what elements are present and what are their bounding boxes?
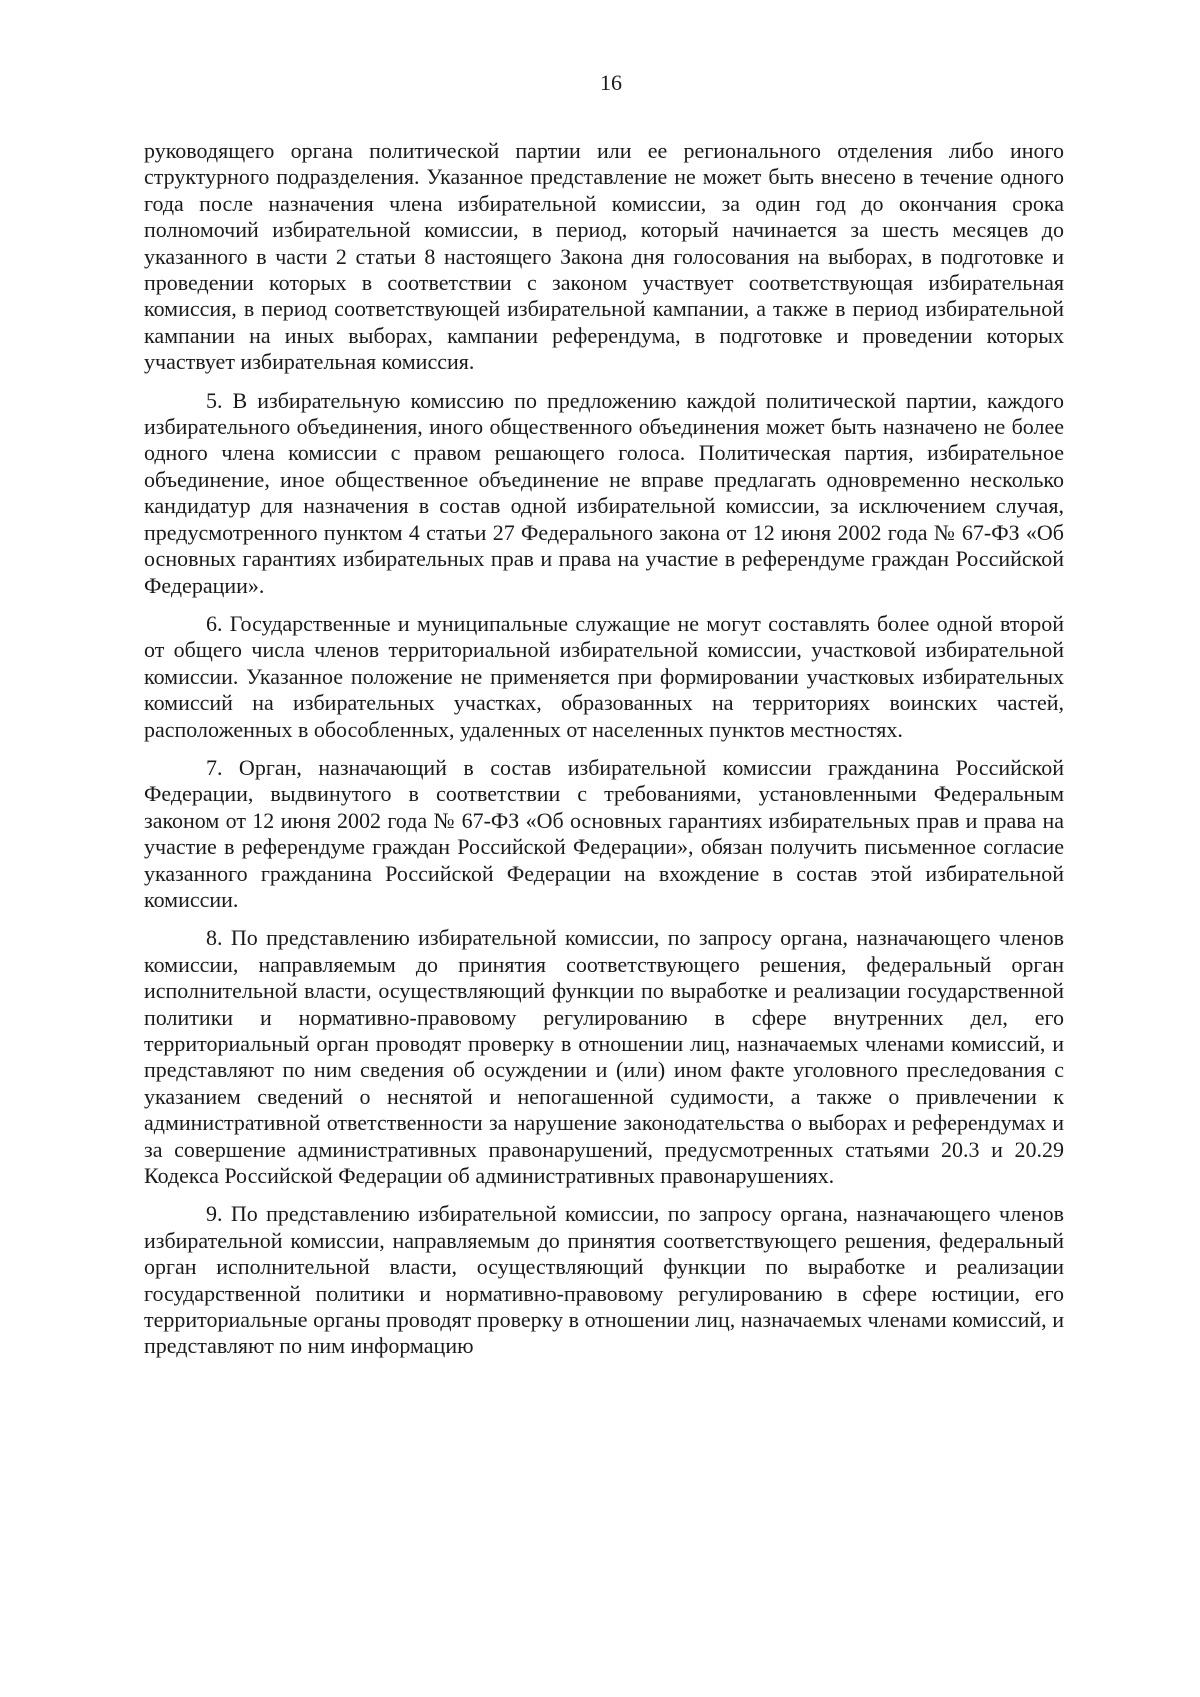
page-number: 16: [600, 70, 622, 95]
paragraph-item-9: 9. По представлению избирательной комиссии, по запросу органа, назначающего членов избирательной комиссии, направляемым до принятия соответствующего решения, федеральный орган исполнительной власти, осуществляющий функции по выработке и реализации государственной политики и нормативно-правовому регулированию в сфере юстиции, его территориальные органы проводят проверку в отношении лиц, назначаемых членами комиссий, и представляют по ним информацию: [144, 1201, 1064, 1359]
paragraph-item-7: 7. Орган, назначающий в состав избирательной комиссии гражданина Российской Федерации, выдвинутого в соответствии с требованиями, установленными Федеральным законом от 12 июня 2002 года № 67-ФЗ «Об основных гарантиях избирательных прав и права на участие в референдуме граждан Российской Федерации», обязан получить письменное согласие указанного гражданина Российской Федерации на вхождение в состав этой избирательной комиссии.: [144, 754, 1064, 912]
paragraph-item-6: 6. Государственные и муниципальные служащие не могут составлять более одной второй от общего числа членов территориальной избирательной комиссии, участковой избирательной комиссии. Указанное положение не применяется при формировании участковых избирательных комиссий на избирательных участках, образованных на территориях воинских частей, расположенных в обособленных, удаленных от населенных пунктов местностях.: [144, 610, 1064, 742]
paragraph-continuation: руководящего органа политической партии или ее регионального отделения либо иного структурного подразделения. Указанное представление не может быть внесено в течение одного года после назначения члена избирательной комиссии, за один год до окончания срока полномочий избирательной комиссии, в период, который начинается за шесть месяцев до указанного в части 2 статьи 8 настоящего Закона дня голосования на выборах, в подготовке и проведении которых в соответствии с законом участвует соответствующая избирательная комиссия, в период соответствующей избирательной кампании, а также в период избирательной кампании на иных выборах, кампании референдума, в подготовке и проведении которых участвует избирательная комиссия.: [144, 138, 1064, 375]
paragraph-item-5: 5. В избирательную комиссию по предложению каждой политической партии, каждого избирательного объединения, иного общественного объединения может быть назначено не более одного члена комиссии с правом решающего голоса. Политическая партия, избирательное объединение, иное общественное объединение не вправе предлагать одновременно несколько кандидатур для назначения в состав одной избирательной комиссии, за исключением случая, предусмотренного пунктом 4 статьи 27 Федерального закона от 12 июня 2002 года № 67-ФЗ «Об основных гарантиях избирательных прав и права на участие в референдуме граждан Российской Федерации».: [144, 387, 1064, 598]
paragraph-item-8: 8. По представлению избирательной комиссии, по запросу органа, назначающего членов комиссии, направляемым до принятия соответствующего решения, федеральный орган исполнительной власти, осуществляющий функции по выработке и реализации государственной политики и нормативно-правовому регулированию в сфере внутренних дел, его территориальный орган проводят проверку в отношении лиц, назначаемых членами комиссий, и представляют по ним сведения об осуждении и (или) ином факте уголовного преследования с указанием сведений о неснятой и непогашенной судимости, а также о привлечении к административной ответственности за нарушение законодательства о выборах и референдумах и за совершение административных правонарушений, предусмотренных статьями 20.3 и 20.29 Кодекса Российской Федерации об административных правонарушениях.: [144, 925, 1064, 1189]
